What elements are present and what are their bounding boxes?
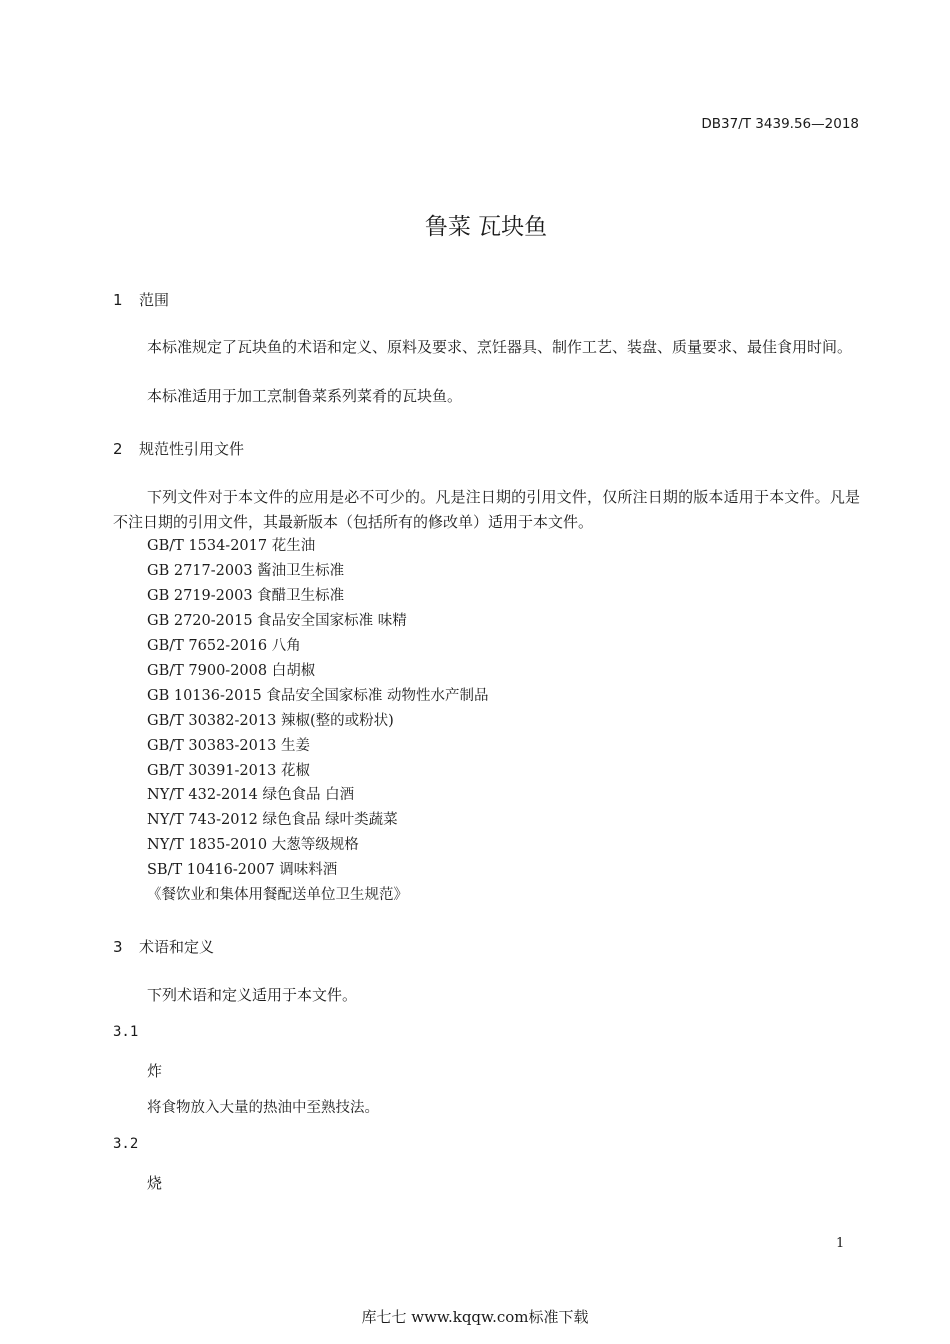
- term-definition: 将食物放入大量的热油中至熟技法。: [147, 1100, 379, 1116]
- section-number: 2: [113, 440, 123, 458]
- term-title: 炸: [147, 1062, 163, 1080]
- page-number: 1: [836, 1236, 845, 1251]
- section-title: 范围: [139, 291, 170, 309]
- reference-item: GB/T 1534-2017 花生油: [147, 538, 316, 554]
- section-2-paragraph-1: 下列文件对于本文件的应用是必不可少的。凡是注日期的引用文件，仅所注日期的版本适用于本文件。凡是不注日期的引用文件，其最新版本（包括所有的修改单）适用于本文件。: [113, 488, 860, 531]
- section-title: 术语和定义: [139, 938, 215, 956]
- reference-item: NY/T 432-2014 绿色食品 白酒: [147, 787, 355, 803]
- section-1-heading: [113, 289, 169, 310]
- section-3-heading: [113, 936, 214, 957]
- section-2-heading: [113, 438, 244, 459]
- section-1-paragraph-1: 本标准规定了瓦块鱼的术语和定义、原料及要求、烹饪器具、制作工艺、装盘、质量要求、最佳食用时间。: [147, 338, 853, 356]
- standard-code: DB37/T 3439.56—2018: [701, 116, 859, 132]
- reference-item: GB 10136-2015 食品安全国家标准 动物性水产制品: [147, 688, 489, 704]
- reference-item: GB/T 30383-2013 生姜: [147, 738, 310, 754]
- reference-item: GB/T 7900-2008 白胡椒: [147, 663, 316, 679]
- term-number: 3.1: [113, 1024, 139, 1040]
- section-number: 1: [113, 291, 123, 309]
- reference-item: 《餐饮业和集体用餐配送单位卫生规范》: [147, 887, 408, 903]
- reference-item: GB/T 7652-2016 八角: [147, 638, 301, 654]
- reference-item: SB/T 10416-2007 调味料酒: [147, 862, 338, 878]
- reference-item: GB 2720-2015 食品安全国家标准 味精: [147, 613, 407, 629]
- term-number: 3.2: [113, 1136, 139, 1152]
- footer-watermark: 库七七 www.kqqw.com标准下载: [361, 1308, 589, 1326]
- term-title: 烧: [147, 1174, 163, 1192]
- section-1-paragraph-2: 本标准适用于加工烹制鲁菜系列菜肴的瓦块鱼。: [147, 387, 463, 405]
- reference-item: NY/T 1835-2010 大葱等级规格: [147, 837, 359, 853]
- reference-item: GB 2717-2003 酱油卫生标准: [147, 563, 345, 579]
- section-title: 规范性引用文件: [139, 440, 245, 458]
- reference-item: GB/T 30382-2013 辣椒(整的或粉状): [147, 713, 394, 729]
- section-3-paragraph-1: 下列术语和定义适用于本文件。: [147, 986, 358, 1004]
- reference-item: NY/T 743-2012 绿色食品 绿叶类蔬菜: [147, 812, 398, 828]
- reference-item: GB/T 30391-2013 花椒: [147, 763, 310, 779]
- reference-item: GB 2719-2003 食醋卫生标准: [147, 588, 345, 604]
- document-title: 鲁菜 瓦块鱼: [424, 214, 548, 240]
- section-number: 3: [113, 938, 123, 956]
